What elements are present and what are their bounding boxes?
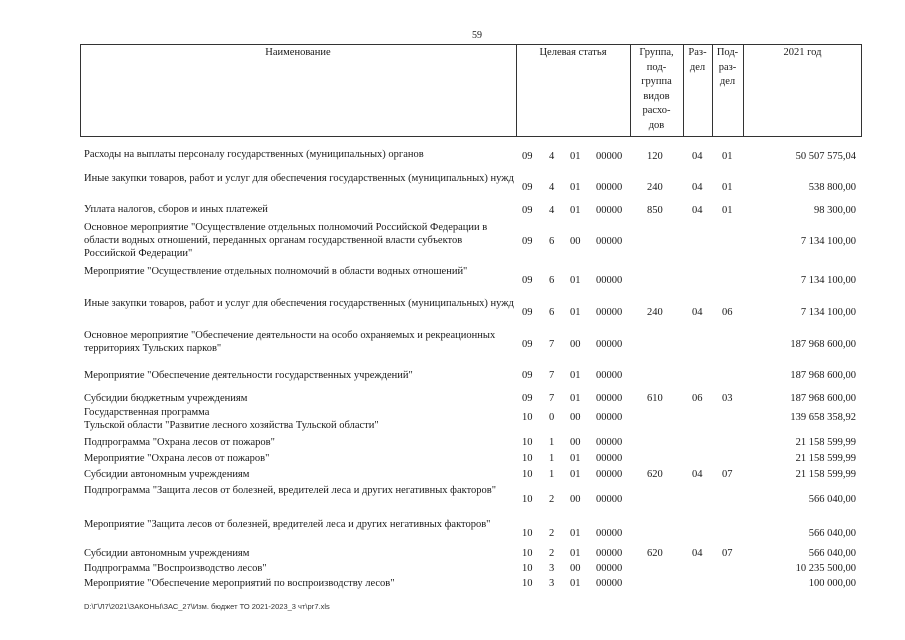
cell-subprogram: 7	[549, 370, 555, 381]
row-name: Мероприятие "Охрана лесов от пожаров"	[84, 453, 270, 464]
cell-subprogram: 4	[549, 182, 555, 193]
cell-direction: 00000	[596, 151, 623, 162]
cell-direction: 00000	[596, 393, 623, 404]
cell-main-measure: 01	[570, 548, 581, 559]
header-year: 2021 год	[783, 47, 822, 58]
cell-section: 04	[692, 307, 703, 318]
cell-program: 10	[522, 563, 533, 574]
cell-amount-2021: 7 134 100,00	[800, 307, 856, 318]
cell-section: 04	[692, 182, 703, 193]
cell-amount-2021: 566 040,00	[808, 494, 856, 505]
cell-subsection: 01	[722, 151, 733, 162]
cell-program: 10	[522, 578, 533, 589]
cell-amount-2021: 21 158 599,99	[795, 453, 856, 464]
cell-program: 09	[522, 205, 533, 216]
cell-expense-group: 240	[647, 182, 663, 193]
table-row	[84, 392, 862, 406]
cell-program: 09	[522, 275, 533, 286]
cell-amount-2021: 98 300,00	[814, 205, 856, 216]
table-row	[84, 221, 862, 263]
cell-expense-group: 620	[647, 469, 663, 480]
cell-main-measure: 01	[570, 151, 581, 162]
row-name: Основное мероприятие "Обеспечение деятельности на особо охраняемых и рекреационных территориях Тульских парков"	[84, 330, 496, 354]
cell-subprogram: 1	[549, 437, 555, 448]
cell-direction: 00000	[596, 494, 623, 505]
row-name: Мероприятие "Обеспечение деятельности государственных учреждений"	[84, 370, 413, 381]
cell-direction: 00000	[596, 236, 623, 247]
cell-subprogram: 7	[549, 393, 555, 404]
cell-program: 09	[522, 370, 533, 381]
cell-direction: 00000	[596, 205, 623, 216]
cell-expense-group: 120	[647, 151, 663, 162]
cell-subprogram: 2	[549, 528, 555, 539]
cell-main-measure: 01	[570, 393, 581, 404]
cell-direction: 00000	[596, 563, 623, 574]
table-row	[84, 203, 862, 217]
table-row	[84, 329, 862, 357]
cell-direction: 00000	[596, 578, 623, 589]
cell-section: 04	[692, 469, 703, 480]
row-name: Иные закупки товаров, работ и услуг для обеспечения государственных (муниципальных) нужд	[84, 173, 514, 184]
table-row	[84, 547, 862, 561]
cell-expense-group: 610	[647, 393, 663, 404]
cell-program: 09	[522, 393, 533, 404]
cell-main-measure: 01	[570, 205, 581, 216]
table-row	[84, 468, 862, 482]
header-group: Группа, под- группа видов расхо- дов	[639, 47, 674, 131]
table-row	[84, 436, 862, 450]
row-name: Подпрограмма "Воспроизводство лесов"	[84, 563, 267, 574]
cell-program: 10	[522, 469, 533, 480]
cell-program: 10	[522, 548, 533, 559]
cell-main-measure: 00	[570, 494, 581, 505]
cell-subprogram: 1	[549, 469, 555, 480]
table-row	[84, 484, 862, 512]
row-name: Государственная программа Тульской области "Развитие лесного хозяйства Тульской области"	[84, 407, 379, 431]
cell-direction: 00000	[596, 548, 623, 559]
cell-subprogram: 6	[549, 307, 555, 318]
cell-main-measure: 00	[570, 339, 581, 350]
row-name: Субсидии автономным учреждениям	[84, 469, 250, 480]
cell-amount-2021: 566 040,00	[808, 528, 856, 539]
table-row	[84, 562, 862, 576]
table-row	[84, 297, 862, 325]
table-row	[84, 172, 862, 200]
table-row	[84, 406, 862, 434]
cell-amount-2021: 10 235 500,00	[795, 563, 856, 574]
cell-expense-group: 240	[647, 307, 663, 318]
cell-section: 04	[692, 205, 703, 216]
cell-subsection: 01	[722, 205, 733, 216]
header-section: Раз- дел	[688, 47, 707, 73]
cell-subsection: 03	[722, 393, 733, 404]
row-name: Мероприятие "Обеспечение мероприятий по воспроизводству лесов"	[84, 578, 395, 589]
cell-main-measure: 01	[570, 578, 581, 589]
row-name: Мероприятие "Осуществление отдельных полномочий в области водных отношений"	[84, 266, 468, 277]
table-row	[84, 452, 862, 466]
row-name: Уплата налогов, сборов и иных платежей	[84, 204, 268, 215]
cell-section: 04	[692, 548, 703, 559]
row-name: Подпрограмма "Охрана лесов от пожаров"	[84, 437, 275, 448]
cell-subsection: 07	[722, 548, 733, 559]
header-subsection: Под- раз- дел	[716, 47, 739, 88]
table-row	[84, 265, 862, 293]
cell-main-measure: 00	[570, 236, 581, 247]
cell-expense-group: 850	[647, 205, 663, 216]
cell-main-measure: 01	[570, 370, 581, 381]
row-name: Подпрограмма "Защита лесов от болезней, вредителей леса и других негативных факторов"	[84, 485, 497, 496]
cell-subprogram: 6	[549, 236, 555, 247]
cell-subprogram: 3	[549, 563, 555, 574]
cell-amount-2021: 187 968 600,00	[790, 370, 856, 381]
cell-program: 09	[522, 182, 533, 193]
cell-program: 10	[522, 494, 533, 505]
cell-section: 04	[692, 151, 703, 162]
cell-amount-2021: 50 507 575,04	[795, 151, 856, 162]
row-name: Мероприятие "Защита лесов от болезней, вредителей леса и других негативных факторов"	[84, 519, 491, 530]
cell-subprogram: 2	[549, 494, 555, 505]
row-name: Расходы на выплаты персоналу государственных (муниципальных) органов	[84, 149, 424, 160]
cell-subprogram: 3	[549, 578, 555, 589]
cell-program: 10	[522, 437, 533, 448]
row-name: Иные закупки товаров, работ и услуг для обеспечения государственных (муниципальных) нужд	[84, 298, 514, 309]
cell-main-measure: 01	[570, 182, 581, 193]
table-row	[84, 577, 862, 591]
header-target: Целевая статья	[539, 47, 607, 58]
cell-direction: 00000	[596, 437, 623, 448]
cell-subsection: 07	[722, 469, 733, 480]
cell-direction: 00000	[596, 469, 623, 480]
cell-direction: 00000	[596, 275, 623, 286]
cell-amount-2021: 538 800,00	[808, 182, 856, 193]
cell-program: 10	[522, 528, 533, 539]
cell-program: 09	[522, 151, 533, 162]
cell-subsection: 06	[722, 307, 733, 318]
cell-subsection: 01	[722, 182, 733, 193]
cell-subprogram: 7	[549, 339, 555, 350]
cell-amount-2021: 21 158 599,99	[795, 437, 856, 448]
cell-main-measure: 00	[570, 412, 581, 423]
cell-direction: 00000	[596, 412, 623, 423]
table-row	[84, 369, 862, 383]
table-row	[84, 518, 862, 546]
header-name: Наименование	[265, 47, 331, 58]
cell-program: 10	[522, 453, 533, 464]
table-row	[84, 148, 862, 162]
cell-direction: 00000	[596, 307, 623, 318]
row-name: Основное мероприятие "Осуществление отдельных полномочий Российской Федерации в области водных отношений, переданных органам государственной власти субъектов Российской Федерации"	[84, 222, 488, 259]
cell-main-measure: 01	[570, 275, 581, 286]
cell-amount-2021: 139 658 358,92	[790, 412, 856, 423]
cell-main-measure: 01	[570, 528, 581, 539]
cell-direction: 00000	[596, 453, 623, 464]
row-name: Субсидии бюджетным учреждениям	[84, 393, 248, 404]
page-number: 59	[472, 30, 482, 41]
cell-amount-2021: 566 040,00	[808, 548, 856, 559]
cell-direction: 00000	[596, 339, 623, 350]
cell-amount-2021: 187 968 600,00	[790, 393, 856, 404]
cell-main-measure: 01	[570, 453, 581, 464]
cell-subprogram: 4	[549, 151, 555, 162]
cell-amount-2021: 187 968 600,00	[790, 339, 856, 350]
cell-direction: 00000	[596, 528, 623, 539]
cell-amount-2021: 21 158 599,99	[795, 469, 856, 480]
cell-program: 09	[522, 307, 533, 318]
cell-subprogram: 6	[549, 275, 555, 286]
cell-program: 09	[522, 339, 533, 350]
cell-expense-group: 620	[647, 548, 663, 559]
cell-subprogram: 4	[549, 205, 555, 216]
cell-main-measure: 00	[570, 563, 581, 574]
cell-amount-2021: 100 000,00	[808, 578, 856, 589]
cell-main-measure: 01	[570, 307, 581, 318]
cell-subprogram: 0	[549, 412, 555, 423]
file-path-footer: D:\Г\Л7\2021\ЗАКОНЫ\ЗАС_27\Изм. бюджет ТО 2021-2023_3 чт\рг7.xls	[84, 602, 330, 611]
cell-program: 10	[522, 412, 533, 423]
cell-main-measure: 01	[570, 469, 581, 480]
cell-direction: 00000	[596, 182, 623, 193]
cell-main-measure: 00	[570, 437, 581, 448]
cell-subprogram: 2	[549, 548, 555, 559]
cell-direction: 00000	[596, 370, 623, 381]
cell-section: 06	[692, 393, 703, 404]
row-name: Субсидии автономным учреждениям	[84, 548, 250, 559]
cell-amount-2021: 7 134 100,00	[800, 236, 856, 247]
cell-program: 09	[522, 236, 533, 247]
cell-amount-2021: 7 134 100,00	[800, 275, 856, 286]
cell-subprogram: 1	[549, 453, 555, 464]
